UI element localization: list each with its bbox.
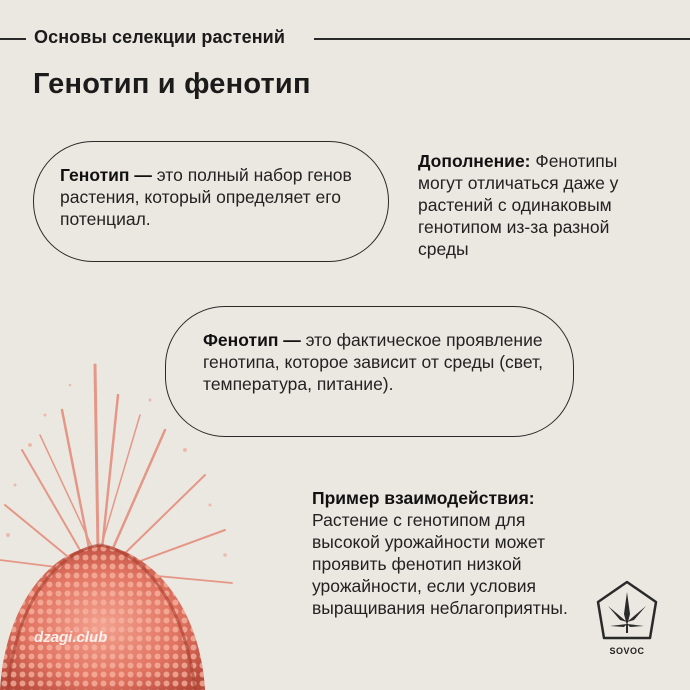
genotype-text: [60, 164, 368, 230]
genotype-card: [33, 141, 389, 262]
phenotype-text: [203, 329, 553, 395]
example-label: Пример взаимодействия:: [312, 488, 535, 508]
section-title: Основы селекции растений: [34, 27, 285, 47]
example-text: Растение с генотипом для высокой урожайности может проявить фенотип низкой урожайности, если условия выращивания неблагоприятны.: [312, 510, 568, 618]
logo-name: SOVOC: [609, 646, 645, 656]
header-rule-right: [314, 38, 690, 40]
addition-text: Фенотипы могут отличаться даже у растений с одинаковым генотипом из-за разной среды: [418, 151, 619, 259]
genotype-definition: это полный набор генов растения, который определяет его потенциал.: [60, 165, 352, 229]
page-title: Генотип и фенотип: [33, 68, 311, 100]
header-rule-left: [0, 38, 26, 40]
phenotype-definition: это фактическое проявление генотипа, которое зависит от среды (свет, температура, питание).: [203, 330, 543, 394]
watermark: dzagi.club: [34, 629, 108, 646]
example-note: [312, 487, 582, 619]
phenotype-term: Фенотип —: [203, 330, 301, 350]
addition-label: Дополнение:: [418, 151, 531, 171]
addition-note: [418, 150, 658, 260]
genotype-term: Генотип —: [60, 165, 152, 185]
